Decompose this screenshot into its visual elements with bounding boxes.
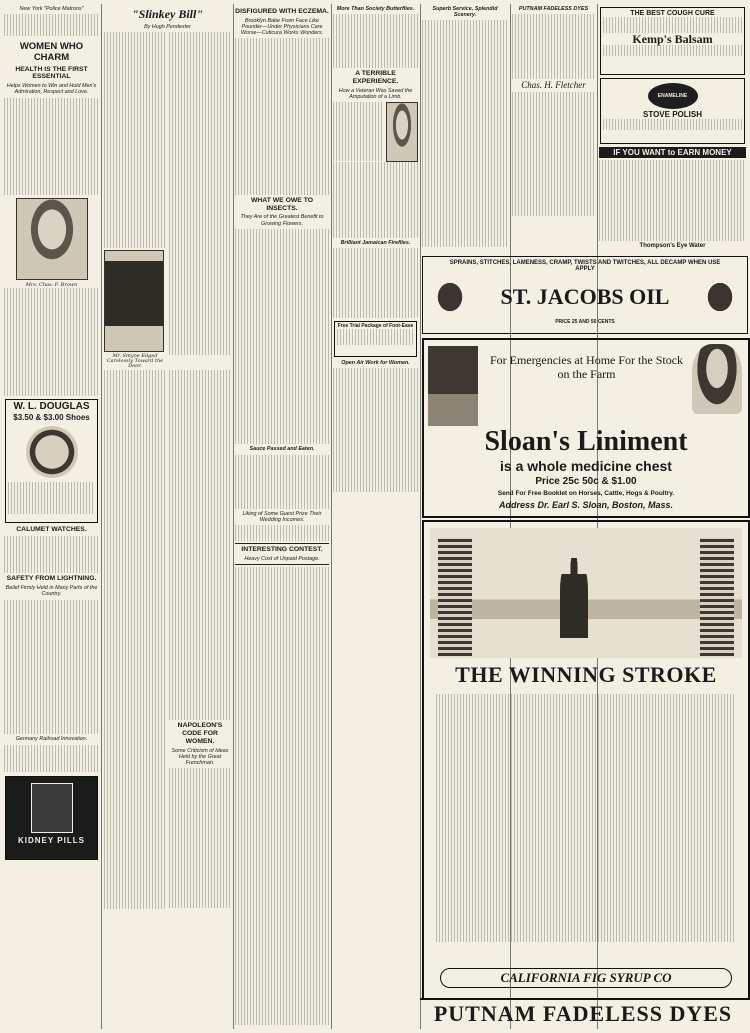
stroke-text [436,694,736,942]
terrible-heading: A TERRIBLE EXPERIENCE. [352,70,399,85]
fig-logo: CALIFORNIA FIG SYRUP CO [440,968,732,988]
portrait-mrs-brown [16,198,88,280]
douglas-portrait [26,426,78,478]
story-text-top [104,32,231,248]
veteran-subheading: How a Veteran Was Saved the Amputation of a Limb. [338,87,413,100]
sloan-portrait [692,344,742,414]
sloan-brand: Sloan's Liniment [484,426,688,457]
kemp-brand: Kemp's Balsam [632,32,713,47]
jacobs-top-line: SPRAINS, STITCHES, LAMENESS, CRAMP, TWISTS AND TWITCHES, ALL DECAMP WHEN USE APPLY [449,260,721,272]
fig-syrup-ad [422,520,750,1000]
portrait-caption: Mrs. Chas. F. Brown [25,281,78,288]
enameline-sub: STOVE POLISH [643,110,702,119]
lightning-text [4,600,99,735]
putnam-top: PUTNAM FADELESS DYES [518,6,589,12]
lightning-subheading: Belief Firmly Held in Many Parts of the Country. [5,585,98,598]
douglas-price: $3.50 & $3.00 Shoes [13,412,90,422]
enameline-ad [600,78,745,144]
interesting-heading: INTERESTING CONTEST. [241,546,323,554]
foot-ease-ad [334,321,417,357]
eczema-subheading: Brooklyn Babe From Face Like Pounder—Under Physicians Care Worse—Cuticura Works Wonders. [240,17,324,37]
contest-text [235,567,329,1025]
jacobs-prices: PRICE 25 AND 50 CENTS [555,319,615,325]
fletcher-signature: Chas. H. Fletcher [521,79,586,90]
column-3 [235,4,329,1029]
women-subheading: HEALTH IS THE FIRST ESSENTIAL [15,65,88,81]
jacobs-figure-left [431,275,469,319]
column-rule [331,4,332,1029]
stroke-title: THE WINNING STROKE [455,662,717,687]
society-heading: More Than Society Butterflies. [336,6,415,12]
sloan-sub: is a whole medicine chest [500,458,672,474]
kidney-pills-ad [5,776,98,860]
story-illustration-caption: Mr. Smyne Edged Carelessly Toward the Door. [106,352,164,370]
sloan-ad [422,338,750,518]
pillar-right [700,538,734,656]
golfer-figure [560,558,588,638]
column-4 [333,4,418,504]
newspaper-page [4,4,746,1029]
kemp-heading: THE BEST COUGH CURE [630,10,715,17]
calumet-heading: CALUMET WATCHES. [16,525,87,533]
sloan-address: Address Dr. Earl S. Sloan, Boston, Mass. [498,500,674,510]
putnam-banner: PUTNAM FADELESS DYES [420,998,746,1028]
douglas-shoes-ad [5,399,98,523]
women-kicker: Helps Women to Win and Hold Men's Admiration, Respect and Love. [6,83,97,96]
insects-heading: WHAT WE OWE TO INSECTS. [250,196,314,212]
story-title: "Slinkey Bill" [132,7,203,21]
column-rule [233,4,234,1029]
kidney-brand: KIDNEY PILLS [18,835,85,845]
kemp-ad [600,7,745,75]
napoleon-subheading: Some Criticism of Ideas Held by the Great Frenchman. [171,747,229,767]
eczema-heading: DISFIGURED WITH ECZEMA. [235,8,329,15]
sloan-bottle [428,346,478,426]
women-heading: WOMEN WHO CHARM [19,40,84,63]
germany-heading: Germany Railroad Innovation. [15,736,88,743]
money-heading: IF YOU WANT to EARN MONEY [599,147,746,158]
insects-text [235,229,329,445]
sloan-top: For Emergencies at Home For the Stock on the Farm [489,353,684,381]
column-6 [599,4,746,250]
pillar-left [438,538,472,656]
women-article-text [4,98,99,195]
thompson-ad: Thompson's Eye Water [639,243,706,250]
douglas-brand: W. L. DOUGLAS [13,400,90,412]
column-4b [422,4,508,250]
jacobs-brand: ST. JACOBS OIL [500,284,670,309]
story-text-bottom [104,370,231,909]
napoleon-heading: NAPOLEON'S CODE FOR WOMEN. [177,722,223,745]
history-heading: Heavy Cost of Unpaid Postage. [244,555,320,562]
jacobs-figure-right [701,275,739,319]
sloan-book: Send For Free Booklet on Horses, Cattle, Hogs & Poultry. [497,490,675,497]
wedding-heading: Liking of Some Guest Prize Their Wedding Incomes. [242,510,322,523]
column-rule [420,4,421,1029]
foot-ease-title: Free Trial Package of Foot-Ease [337,322,414,329]
golf-illustration [430,528,742,658]
jacobs-oil-ad [422,256,748,334]
top-item-heading: New York "Police Matrons" [19,6,84,12]
column-2 [104,4,231,1029]
enameline-brand: ENAMELINE [648,83,698,109]
sloan-price: Price 25c 50c & $1.00 [535,476,637,487]
open-air-heading: Open Air Work for Women. [341,359,410,366]
jamaican-heading: Brilliant Jamaican Fireflies. [340,239,411,246]
sauce-heading: Sauce Passed and Eaten. [249,446,315,453]
veteran-portrait [386,102,418,162]
story-byline: By Hugh Pendexter [144,23,191,30]
women-article-continued [4,288,99,396]
lightning-heading: SAFETY FROM LIGHTNING. [6,575,97,583]
story-illustration [104,250,164,352]
insects-subheading: They Are of the Greatest Benefit to Growing Flowers. [240,214,324,227]
column-rule [101,4,102,1029]
eczema-text [235,38,329,194]
kidney-pill-box [31,783,73,833]
resorts-heading: Superb Service, Splendid Scenery. [432,6,498,19]
column-1 [4,4,99,1029]
column-5 [512,4,595,250]
